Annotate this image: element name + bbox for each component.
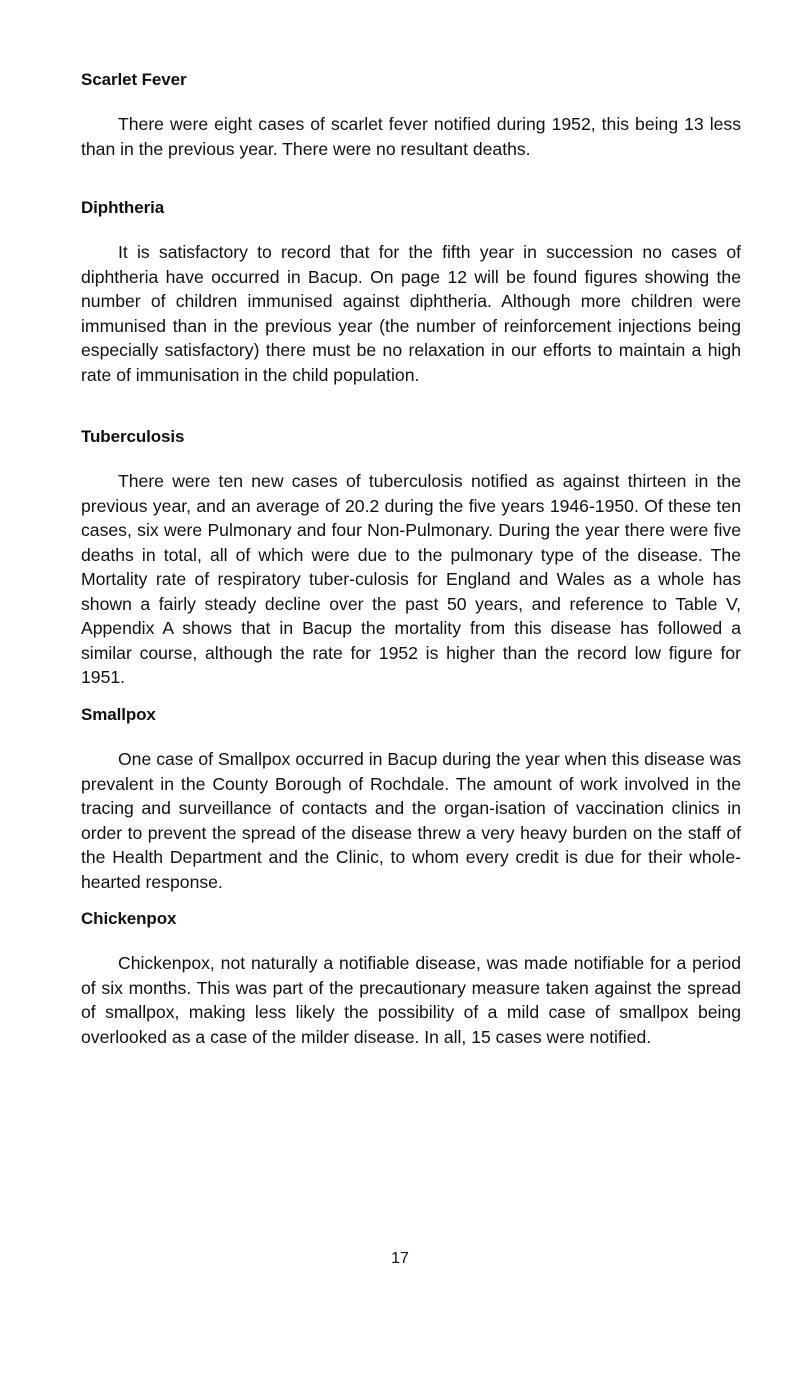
section-heading: Chickenpox [81, 909, 177, 928]
section-heading: Tuberculosis [81, 427, 185, 446]
section-paragraph: There were eight cases of scarlet fever notified during 1952, this being 13 less than in the previous year. There were no resultant deaths. [81, 114, 741, 159]
section-smallpox [81, 705, 741, 894]
section-heading: Diphtheria [81, 198, 165, 217]
section-paragraph: There were ten new cases of tuberculosis notified as against thirteen in the previous year, and an average of 20.2 during the five years 1946-1950. Of these ten cases, six were Pulmonary and four Non-Pulmonary. During the year there were five deaths in total, all of which were due to the pulmonary type of the disease. The Mortality rate of respiratory tuber-culosis for England and Wales as a whole has shown a fairly steady decline over the past 50 years, and reference to Table V, Appendix A shows that in Bacup the mortality from this disease has followed a similar course, although the rate for 1952 is higher than the record low figure for 1951. [81, 471, 741, 687]
section-heading: Scarlet Fever [81, 70, 187, 89]
section-paragraph: It is satisfactory to record that for the fifth year in succession no cases of diphtheria have occurred in Bacup. On page 12 will be found figures showing the number of children immunised against diphtheria. Although more children were immunised than in the previous year (the number of reinforcement injections being especially satisfactory) there must be no relaxation in our efforts to maintain a high rate of immunisation in the child population. [81, 242, 741, 385]
section-paragraph: One case of Smallpox occurred in Bacup during the year when this disease was prevalent in the County Borough of Rochdale. The amount of work involved in the tracing and surveillance of contacts and the organ-isation of vaccination clinics in order to prevent the spread of the disease threw a very heavy burden on the staff of the Health Department and the Clinic, to whom every credit is due for their whole-hearted response. [81, 749, 741, 892]
section-tuberculosis [81, 427, 741, 690]
section-diphtheria [81, 198, 741, 387]
section-paragraph: Chickenpox, not naturally a notifiable disease, was made notifiable for a period of six months. This was part of the precautionary measure taken against the spread of smallpox, making less likely the possibility of a mild case of smallpox being overlooked as a case of the milder disease. In all, 15 cases were notified. [81, 953, 741, 1047]
page-number: 17 [391, 1250, 409, 1267]
section-chickenpox [81, 909, 741, 1049]
section-scarlet-fever [81, 70, 741, 161]
section-heading: Smallpox [81, 705, 156, 724]
